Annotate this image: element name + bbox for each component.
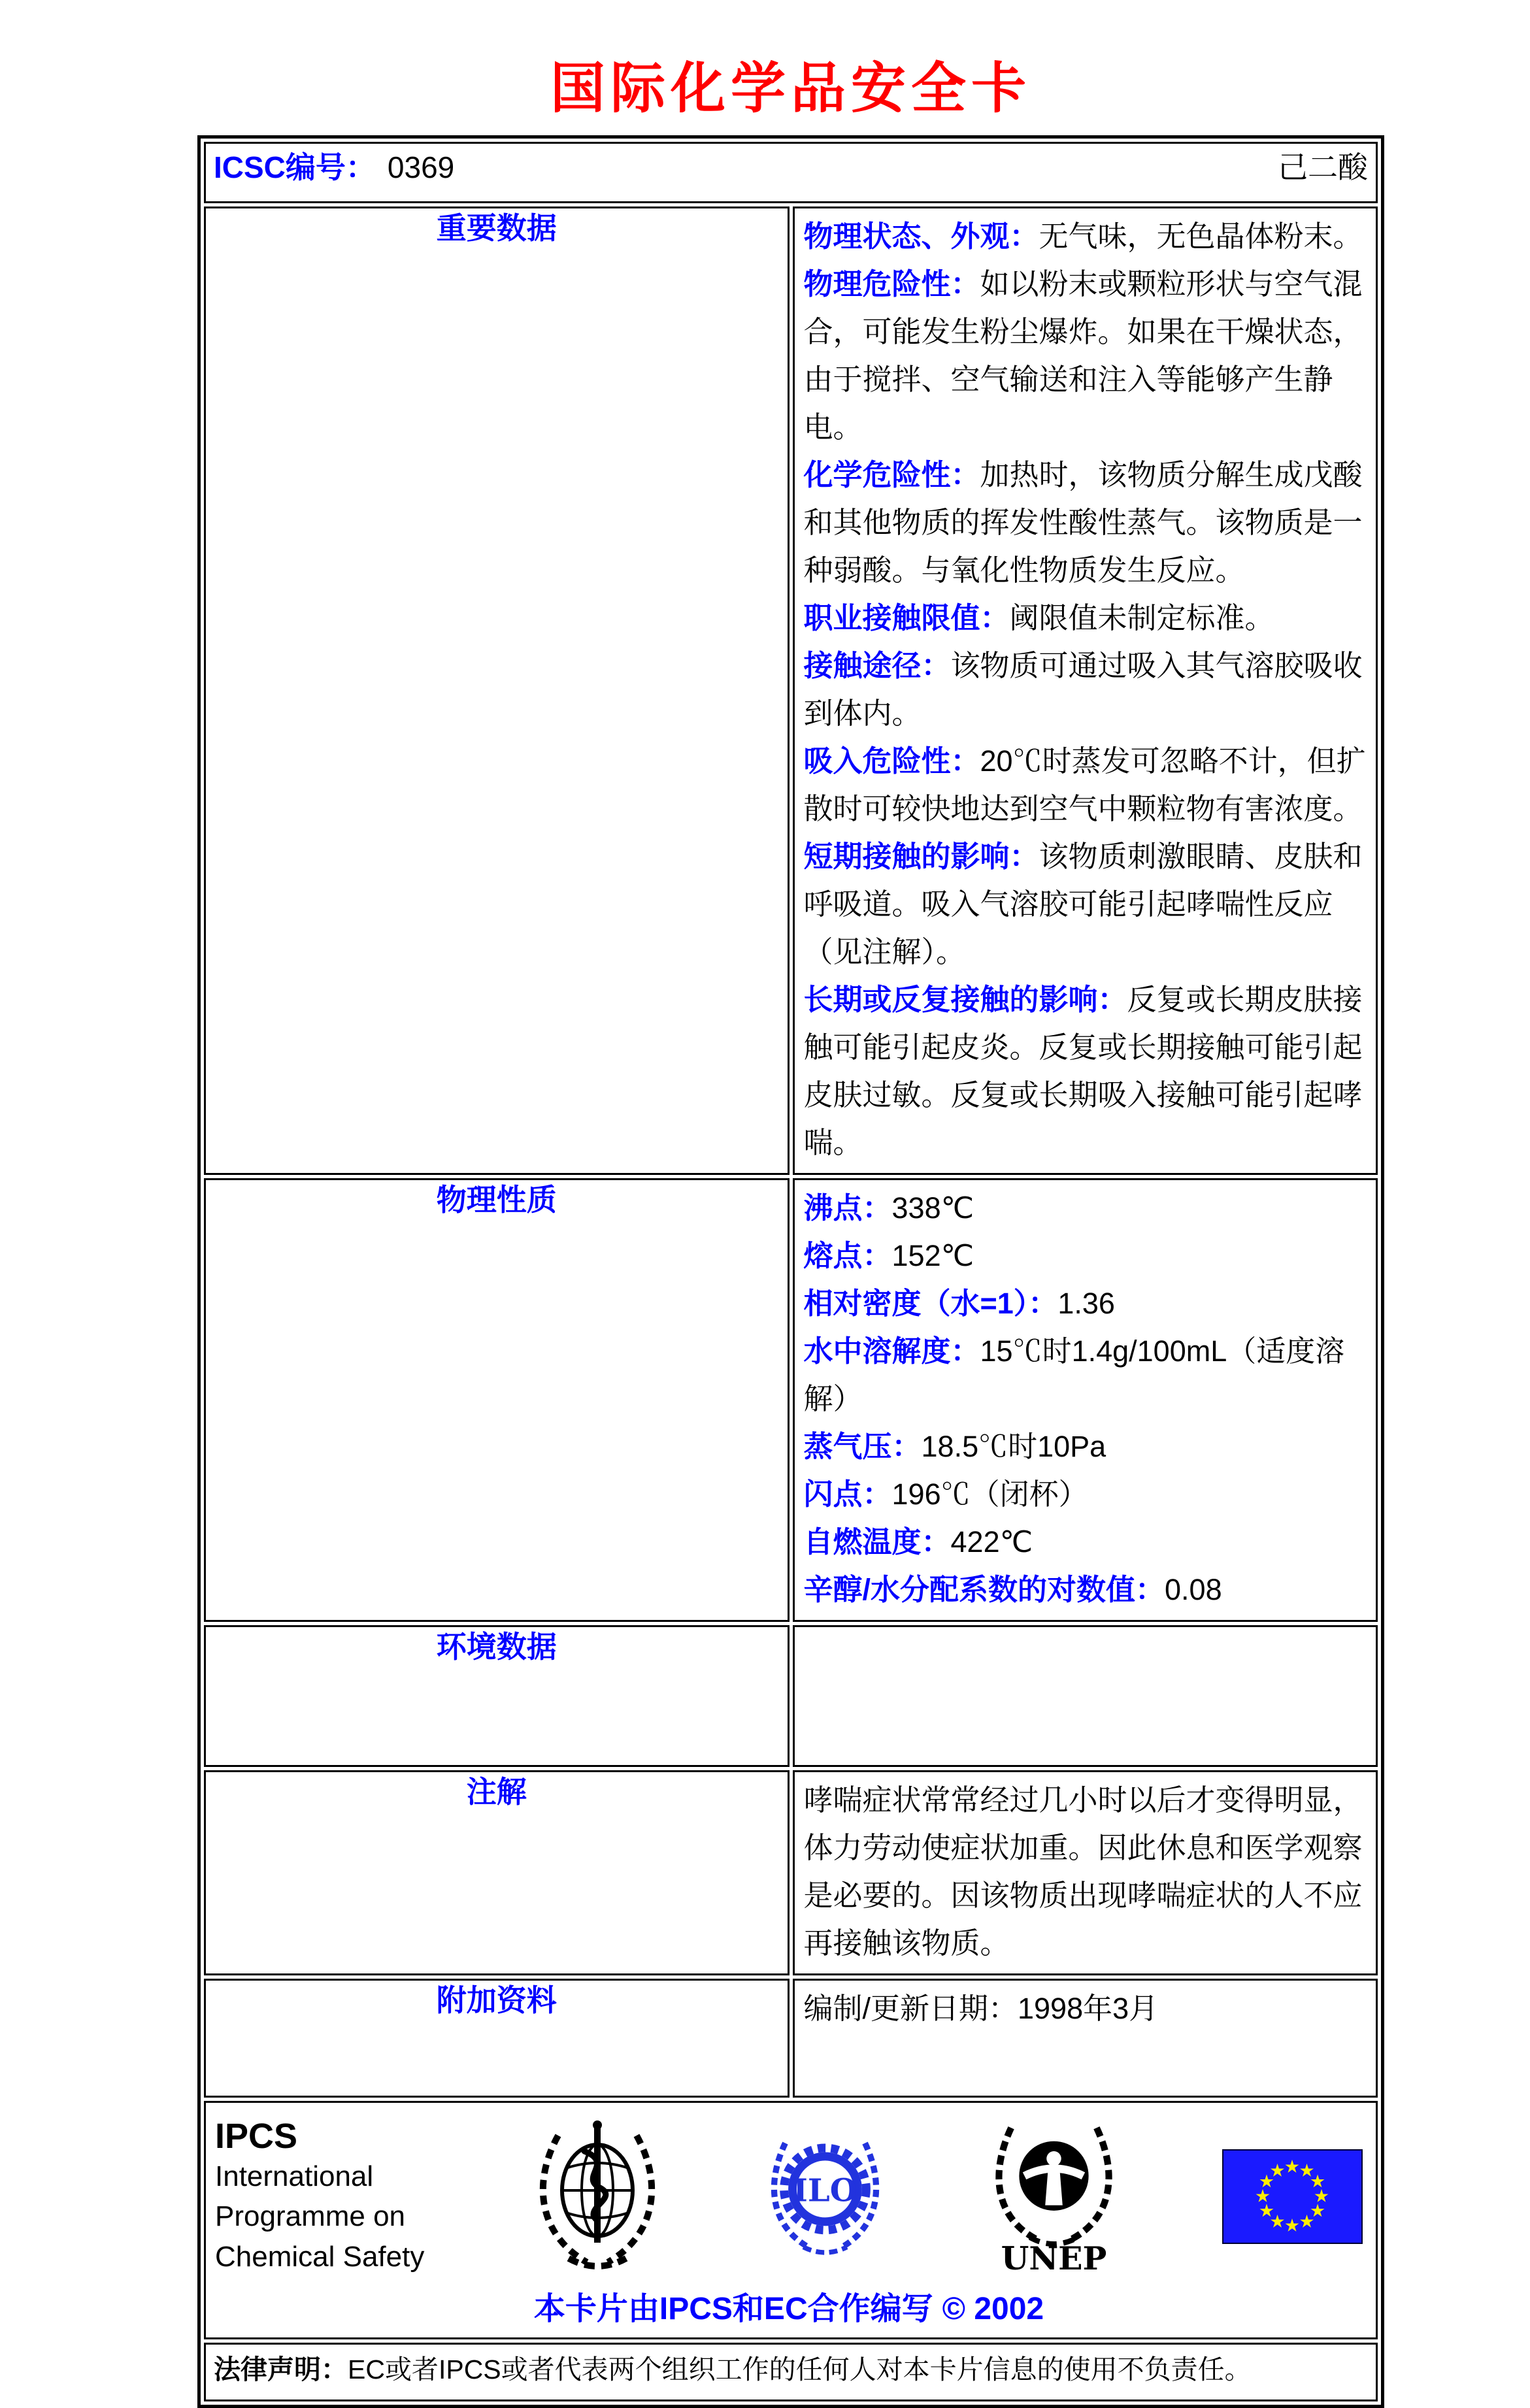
caption-text: 本卡片由IPCS和EC合作编写 [533,2292,933,2326]
property-key: 相对密度（水=1）： [803,1287,1058,1320]
property-line [804,451,1367,594]
additional-info-row [204,1979,1378,2098]
legal-cell [204,2343,1378,2401]
logos-cell [204,2101,1378,2339]
property-value: 如以粉末或颗粒形状与空气混合，可能发生粉尘爆炸。如果在干燥状态，由于搅拌、空气输送和注入等能够产生静电。 [803,267,1363,444]
property-line [804,1184,1367,1232]
physical-properties-content [793,1178,1378,1622]
ipcs-line-1: International [215,2160,374,2192]
property-line [804,1423,1367,1470]
property-line [804,212,1367,260]
additional-info-text: 编制/更新日期：1998年3月 [803,1992,1159,2025]
eu-flag-icon [1222,2149,1363,2244]
ilo-logo-icon [765,2131,886,2262]
ipcs-line-2: Programme on [215,2200,406,2233]
important-data-content [793,206,1378,1175]
property-key: 职业接触限值： [803,601,1010,635]
section-label-important-data: 重要数据 [204,206,790,1175]
property-value: 0.08 [1165,1573,1222,1606]
icsc-table [197,135,1384,2408]
property-key: 接触途径： [803,649,951,682]
property-line [804,260,1367,451]
legal-text: EC或者IPCS或者代表两个组织工作的任何人对本卡片信息的使用不负责任。 [348,2354,1252,2384]
header-cell [204,142,1378,203]
section-label-physical-properties: 物理性质 [204,1178,790,1622]
property-key: 闪点： [803,1477,892,1511]
notes-text: 哮喘症状常常经过几小时以后才变得明显，体力劳动使症状加重。因此休息和医学观察是必要的。因该物质出现哮喘症状的人不应再接触该物质。 [803,1783,1363,1960]
property-value: 18.5℃时10Pa [921,1430,1106,1463]
property-value: 15℃时1.4g/100mL（适度溶解） [803,1334,1345,1415]
property-key: 吸入危险性： [803,744,980,778]
property-line [804,1518,1367,1566]
property-value: 20℃时蒸发可忽略不计，但扩散时可较快地达到空气中颗粒物有害浓度。 [803,744,1366,825]
section-label-environmental-data: 环境数据 [204,1625,790,1767]
property-key: 物理状态、外观： [803,220,1039,253]
environmental-data-content [793,1625,1378,1767]
notes-content [793,1770,1378,1975]
property-key: 物理危险性： [803,267,980,301]
unep-logo-text: UNEP [1001,2239,1107,2277]
who-logo-icon [532,2115,663,2278]
property-line [804,1470,1367,1518]
property-key: 自燃温度： [803,1525,951,1559]
property-key: 蒸气压： [803,1430,922,1463]
property-value: 338℃ [891,1191,974,1225]
property-value: 422℃ [950,1525,1033,1559]
additional-info-content [793,1979,1378,2098]
property-line [804,1279,1367,1327]
property-line [804,1232,1367,1279]
important-data-row [204,206,1378,1175]
property-key: 沸点： [803,1191,892,1225]
icsc-card-page [0,44,1530,2384]
property-value: 该物质刺激眼睛、皮肤和呼吸道。吸入气溶胶可能引起哮喘性反应（见注解）。 [803,840,1363,968]
property-key: 辛醇/水分配系数的对数值： [803,1573,1165,1606]
property-value: 196℃（闭杯） [891,1477,1088,1511]
unep-logo-icon [987,2120,1121,2277]
icsc-number-value: 0369 [387,150,455,184]
property-key: 熔点： [803,1239,892,1272]
property-value: 1.36 [1057,1287,1115,1320]
physical-properties-row [204,1178,1378,1622]
property-value: 无气味，无色晶体粉末。 [1039,220,1363,253]
property-value: 152℃ [891,1239,974,1272]
chemical-name: 己二酸 [1278,150,1368,184]
ipcs-line-3: Chemical Safety [215,2240,425,2273]
page-title: 国际化学品安全卡 [550,58,1031,119]
icsc-number-label: ICSC编号： [214,150,376,184]
property-value: 反复或长期皮肤接触可能引起皮炎。反复或长期接触可能引起皮肤过敏。反复或长期吸入接触可能引起哮喘。 [803,983,1363,1159]
property-line [804,737,1367,833]
header-row [204,142,1378,203]
legal-row [204,2343,1378,2401]
property-line [804,833,1367,976]
icsc-number-group [214,144,454,187]
property-value: 阈限值未制定标准。 [1009,601,1274,635]
property-line [804,594,1367,642]
property-key: 化学危险性： [803,458,980,491]
ipcs-acronym: IPCS [215,2116,298,2156]
property-line [804,976,1367,1166]
caption-copyright: © 2002 [942,2292,1044,2326]
property-key: 长期或反复接触的影响： [803,983,1127,1016]
cooperation-caption [215,2283,1363,2328]
property-key: 短期接触的影响： [803,840,1039,873]
property-line [804,642,1367,737]
ilo-logo-text: ILO [792,2172,857,2209]
environmental-data-row [204,1625,1378,1767]
section-label-additional-info: 附加资料 [204,1979,790,2098]
legal-label: 法律声明： [214,2354,348,2384]
ipcs-text-block [215,2116,431,2277]
section-label-notes: 注解 [204,1770,790,1975]
logos-row [204,2101,1378,2339]
property-value: 加热时，该物质分解生成戊酸和其他物质的挥发性酸性蒸气。该物质是一种弱酸。与氧化性物质发生反应。 [803,458,1363,587]
property-line [804,1566,1367,1613]
property-line [804,1327,1367,1423]
property-key: 水中溶解度： [803,1334,980,1368]
notes-row [204,1770,1378,1975]
property-value: 该物质可通过吸入其气溶胶吸收到体内。 [803,649,1363,730]
